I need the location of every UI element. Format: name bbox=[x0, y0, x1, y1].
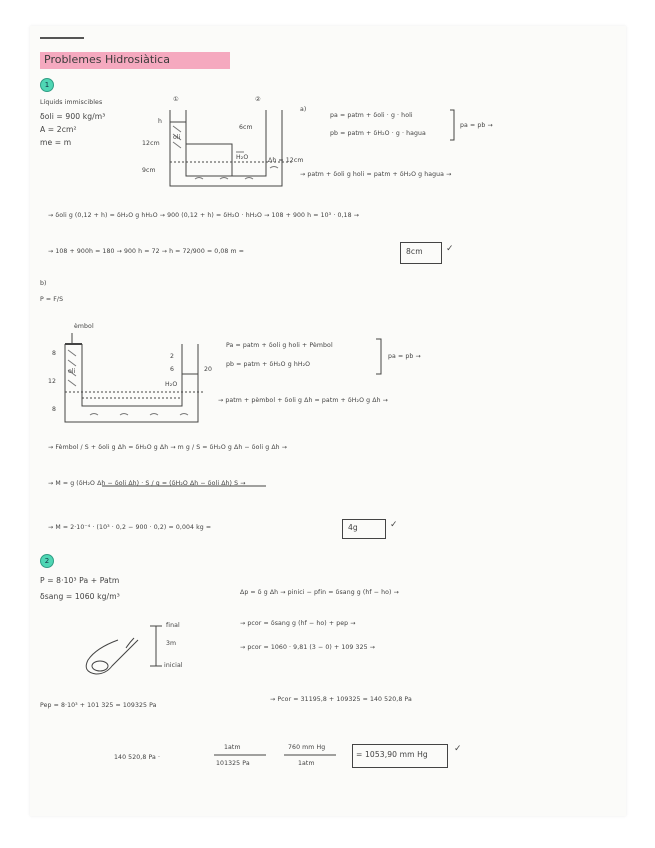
label-9cm: 9cm bbox=[142, 167, 156, 174]
frac1-num: 1atm bbox=[224, 744, 241, 751]
b-step: → patm + pèmbol + δoli g Δh = patm + δH₂O g Δh → bbox=[218, 397, 388, 404]
p2-given-1: P = 8·10³ Pa + Patm bbox=[40, 576, 120, 585]
b-label-2: 2 bbox=[170, 353, 175, 360]
a-line-1: → δoli g (0,12 + h) = δH₂O g hH₂O → 900 (0,12 + h) = δH₂O · hH₂O → 108 + 900 h = 10³ · 0,18 → bbox=[48, 212, 359, 219]
label-6cm: 6cm bbox=[239, 124, 253, 131]
label-oli: oli bbox=[173, 134, 181, 141]
a-label: a) bbox=[300, 106, 307, 113]
problem-2-badge: 2 bbox=[40, 554, 54, 568]
a-eq-1: pa = patm + δoli · g · holi bbox=[330, 112, 413, 119]
label-h2o: H₂O bbox=[236, 154, 249, 161]
a-answer: 8cm bbox=[406, 247, 423, 256]
a-relation: pa = pb → bbox=[460, 122, 493, 129]
col-1-label: ① bbox=[173, 96, 179, 103]
b-label-20: 20 bbox=[204, 366, 213, 373]
problem-1-badge: 1 bbox=[40, 78, 54, 92]
b-label: b) bbox=[40, 280, 47, 287]
b-eq-1: Pa = patm + δoli g holi + Pèmbol bbox=[226, 342, 333, 349]
embol-label: èmbol bbox=[74, 323, 94, 330]
b-line-3: → M = 2·10⁻⁴ · (10³ · 0,2 − 900 · 0,2) = 0,004 kg = bbox=[48, 524, 212, 531]
label-12cm: 12cm bbox=[142, 140, 160, 147]
b-label-oli: oli bbox=[68, 368, 76, 375]
p2-answer: = 1053,90 mm Hg bbox=[356, 750, 428, 759]
b-label-6: 6 bbox=[170, 366, 175, 373]
notebook-page bbox=[30, 26, 626, 816]
b-line-1: → Fèmbol / S + δoli g Δh = δH₂O g Δh → m g / S = δH₂O g Δh − δoli g Δh → bbox=[48, 444, 288, 451]
p2-pep: Pep = 8·10³ + 101 325 = 109325 Pa bbox=[40, 702, 157, 709]
label-dh: Δh = 12cm bbox=[268, 157, 304, 164]
b-answer: 4g bbox=[348, 523, 358, 532]
p2-pcor: → Pcor = 31195,8 + 109325 = 140 520,8 Pa bbox=[270, 696, 412, 703]
label-inicial: inicial bbox=[164, 662, 183, 669]
frac2-den: 1atm bbox=[298, 760, 315, 767]
b-relation: pa = pb → bbox=[388, 353, 421, 360]
frac2-num: 760 mm Hg bbox=[288, 744, 326, 751]
b-label-8b: 8 bbox=[52, 406, 57, 413]
b-line-2: → M = g (δH₂O Δh − δoli Δh) · S / g = (δH₂O Δh − δoli Δh) S → bbox=[48, 480, 246, 487]
p2-given-2: δsang = 1060 kg/m³ bbox=[40, 592, 120, 601]
b-label-8a: 8 bbox=[52, 350, 57, 357]
p2-check-icon: ✓ bbox=[454, 744, 462, 754]
b-eq-2: pb = patm + δH₂O g hH₂O bbox=[226, 361, 311, 368]
frac1-den: 101325 Pa bbox=[216, 760, 250, 767]
label-final: final bbox=[166, 622, 180, 629]
a-step: → patm + δoli g holi = patm + δH₂O g hagua → bbox=[300, 171, 452, 178]
a-check-icon: ✓ bbox=[446, 244, 454, 254]
p2-eq-3: → pcor = 1060 · 9,81 (3 − 0) + 109 325 → bbox=[240, 644, 375, 651]
given-4: me = m bbox=[40, 138, 72, 147]
given-3: A = 2cm² bbox=[40, 125, 77, 134]
a-eq-2: pb = patm + δH₂O · g · hagua bbox=[330, 130, 426, 137]
conv-fraction-bars bbox=[30, 26, 626, 816]
conv-lhs: 140 520,8 Pa · bbox=[114, 754, 161, 761]
b-label-h2o: H₂O bbox=[165, 381, 178, 388]
p2-eq-2: → pcor = δsang g (hf − ho) + pep → bbox=[240, 620, 356, 627]
page-title: Problemes Hidrosiàtica bbox=[44, 53, 170, 66]
b-given: P = F/S bbox=[40, 296, 64, 303]
given-2: δoli = 900 kg/m³ bbox=[40, 112, 106, 121]
label-3m: 3m bbox=[166, 640, 177, 647]
b-label-12: 12 bbox=[48, 378, 57, 385]
p2-eq-main: Δp = δ g Δh → pinici − pfin = δsang g (hf − ho) → bbox=[240, 589, 399, 596]
col-2-label: ② bbox=[255, 96, 261, 103]
given-1: Líquids immiscibles bbox=[40, 99, 103, 106]
b-check-icon: ✓ bbox=[390, 520, 398, 530]
a-line-2: → 108 + 900h = 180 → 900 h = 72 → h = 72/900 = 0,08 m = bbox=[48, 248, 245, 255]
label-h: h bbox=[158, 118, 163, 125]
